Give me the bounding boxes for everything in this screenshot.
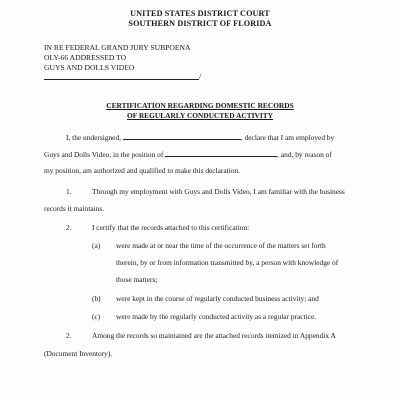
position-text-start: Guys and Dolls Video, in the position of [44,150,164,159]
caption-line-2: OLY-66 ADDRESSED TO [44,53,127,62]
intro-line-2 [44,149,332,159]
subitem-c-line-1: were made by the regularly conducted activity as a regular practice. [116,312,317,321]
item-1-line-1: Through my employment with Guys and Dolls Video, I am familiar with the business [92,187,345,196]
position-blank[interactable] [165,149,277,157]
subitem-c-label: (c) [92,312,101,321]
item-3-line-1: Among the records so maintained are the attached records itemized in Appendix A [92,331,336,340]
item-1-line-2: records it maintains. [44,204,105,213]
item-3-line-2: (Document Inventory). [44,349,113,358]
intro-text-start: I, the undersigned, [66,133,122,142]
subitem-a-line-3: those matters; [116,275,158,284]
caption-underline [44,79,199,80]
caption-line-3: GUYS AND DOLLS VIDEO [44,63,135,72]
court-name: UNITED STATES DISTRICT COURT [130,9,270,18]
position-text-end: , and, by reason of [277,150,332,159]
item-2-number: 2. [66,223,72,232]
caption-line-1: IN RE FEDERAL GRAND JURY SUBPOENA [44,43,191,52]
item-3-number: 2. [66,331,72,340]
subitem-a-line-2: therein, by or from information transmitted by, a person with knowledge of [116,258,339,267]
document-title-line-1: CERTIFICATION REGARDING DOMESTIC RECORDS [106,101,294,110]
item-2-line-1: I certify that the records attached to this certification: [92,223,250,232]
court-district: SOUTHERN DISTRICT OF FLORIDA [128,19,272,28]
intro-text-end: , declare that I am employed by [240,133,335,142]
item-1-number: 1. [66,187,72,196]
subitem-a-line-1: were made at or near the time of the occurrence of the matters set forth [116,241,326,250]
intro-line-1 [66,132,334,142]
document-title-line-2: OF REGULARLY CONDUCTED ACTIVITY [127,111,273,120]
intro-line-3: my position, am authorized and qualified to make this declaration. [44,166,241,175]
subitem-a-label: (a) [92,241,101,250]
subitem-b-line-1: were kept in the course of regularly conducted business activity; and [116,294,319,303]
name-blank[interactable] [123,132,241,140]
caption-slash: / [199,72,202,81]
subitem-b-label: (b) [92,294,101,303]
